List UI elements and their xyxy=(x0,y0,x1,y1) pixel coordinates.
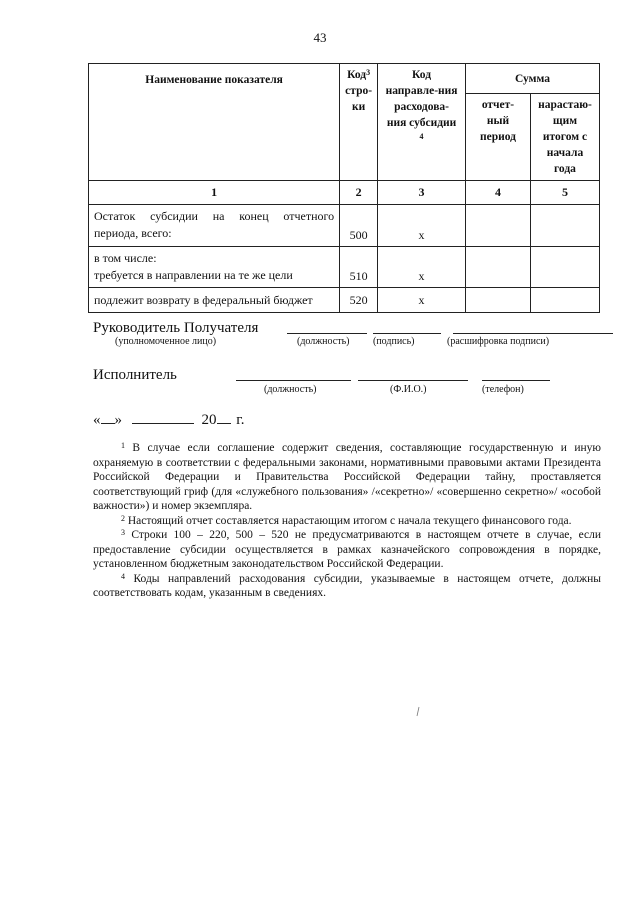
column-numbers-row xyxy=(89,181,600,205)
header-cumulative: нарастаю-щим итогом с начала года xyxy=(530,94,599,181)
head-subtitle: (уполномоченное лицо) xyxy=(115,336,217,347)
signature-caption: (подпись) xyxy=(373,336,415,347)
fio-line[interactable] xyxy=(358,380,468,381)
executor-position-caption: (должность) xyxy=(264,384,317,395)
footnote-2: $^2$ Настоящий отчет составляется нарастающим итогом с начала текущего финансового года. xyxy=(121,513,572,527)
position-caption: (должность) xyxy=(297,336,350,347)
row-code: 520 xyxy=(340,288,378,313)
row-direction: x xyxy=(378,247,466,288)
footnote-3: $^3$ Строки 100 – 220, 500 – 520 не предусматриваются в настоящем отчете в случае, если предоставление субсидии осуществляется в рамках казначейского сопровождения в порядке, установленном бюджетным законодательством Российской Федерации. xyxy=(93,528,601,570)
date-close-quote: » xyxy=(114,412,122,428)
table-row xyxy=(89,205,600,247)
date-year-blank[interactable] xyxy=(217,411,231,424)
report-table xyxy=(88,63,600,313)
executor-position-line[interactable] xyxy=(236,380,351,381)
head-title: Руководитель Получателя xyxy=(93,320,259,336)
date-year-suffix: г. xyxy=(236,412,245,428)
date-line xyxy=(93,411,244,429)
row-code: 500 xyxy=(340,205,378,247)
row-name: Остаток субсидии на конец отчетного периода, всего: xyxy=(89,205,340,247)
footnote-1: $^1$ В случае если соглашение содержит сведения, составляющие государственную и иную охраняемую в соответствии с федеральными законами, нормативными правовыми актами Президента Российской Федерации и Правительства Российской Федерации тайну, проставляется соответствующий гриф (для «служебного пользования» /«секретно»/ «совершенно секретно»/ «особой важности») и номер экземпляра. xyxy=(93,441,601,512)
header-line-code: Код$^3$ стро-ки xyxy=(340,64,378,181)
executor-title: Исполнитель xyxy=(93,367,177,383)
scan-mark xyxy=(415,706,421,718)
position-line[interactable] xyxy=(287,333,367,334)
table-row xyxy=(89,247,600,288)
row-reporting-value xyxy=(466,247,531,288)
header-indicator-name: Наименование показателя xyxy=(89,64,340,181)
column-number: 1 xyxy=(89,181,340,205)
date-day-blank[interactable] xyxy=(101,411,115,424)
date-year-prefix: 20 xyxy=(201,412,217,428)
signature-line[interactable] xyxy=(373,333,441,334)
header-sum: Сумма xyxy=(466,64,600,94)
decoding-caption: (расшифровка подписи) xyxy=(447,336,550,347)
footnote-4: $^4$ Коды направлений расходования субсидии, указываемые в настоящем отчете, должны соответствовать кодам, указанным в сведениях. xyxy=(93,571,601,599)
column-number: 5 xyxy=(530,181,599,205)
row-reporting-value xyxy=(466,288,531,313)
date-month-blank[interactable] xyxy=(132,411,194,424)
row-cumulative-value xyxy=(530,247,599,288)
phone-caption: (телефон) xyxy=(482,384,524,395)
decoding-line[interactable] xyxy=(453,333,613,334)
header-reporting-period: отчет-ный период xyxy=(466,94,531,181)
column-number: 2 xyxy=(340,181,378,205)
date-open-quote: « xyxy=(93,412,101,428)
row-direction: x xyxy=(378,205,466,247)
row-code: 510 xyxy=(340,247,378,288)
table-row xyxy=(89,288,600,313)
table-header-row xyxy=(89,64,600,94)
row-name: в том числе: требуется в направлении на те же цели xyxy=(89,247,340,288)
column-number: 3 xyxy=(378,181,466,205)
header-direction-code: Код направле-ния расходова-ния субсидии$^4$ xyxy=(378,64,466,181)
row-cumulative-value xyxy=(530,288,599,313)
page-number: 43 xyxy=(313,30,327,45)
row-direction: x xyxy=(378,288,466,313)
row-name: подлежит возврату в федеральный бюджет xyxy=(89,288,340,313)
column-number: 4 xyxy=(466,181,531,205)
row-reporting-value xyxy=(466,205,531,247)
row-cumulative-value xyxy=(530,205,599,247)
fio-caption: (Ф.И.О.) xyxy=(390,384,427,395)
footnotes xyxy=(93,441,601,601)
phone-line[interactable] xyxy=(482,380,550,381)
